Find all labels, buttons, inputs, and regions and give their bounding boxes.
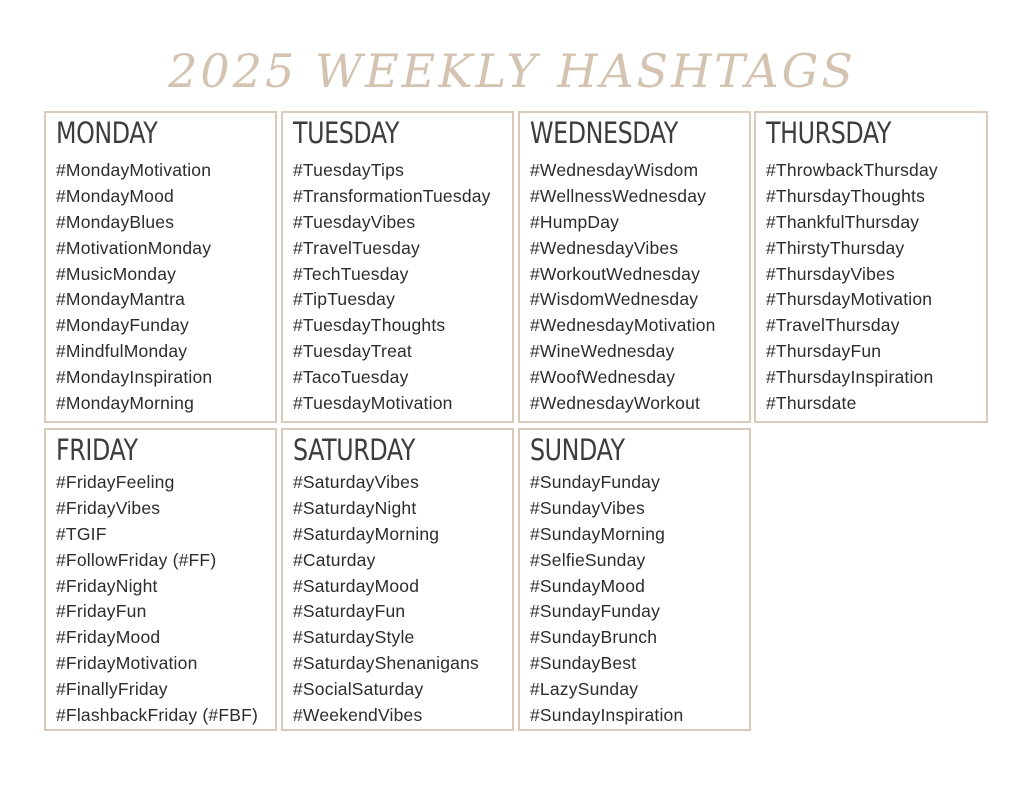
hashtag-item: #ThankfulThursday	[766, 211, 920, 232]
hashtag-item: #TuesdayTreat	[293, 341, 412, 362]
day-heading-sunday: SUNDAY	[530, 433, 625, 467]
hashtag-item: #TransformationTuesday	[293, 185, 491, 206]
hashtag-item: #SundayFunday	[530, 472, 661, 492]
hashtag-item: #WineWednesday	[530, 341, 675, 362]
hashtag-item: #FridayFeeling	[56, 472, 175, 492]
day-card-thursday	[754, 111, 988, 423]
hashtag-item: #TuesdayThoughts	[293, 315, 446, 336]
hashtag-item: #TGIF	[56, 523, 107, 544]
day-heading-tuesday: TUESDAY	[293, 116, 400, 150]
hashtag-item: #SelfieSunday	[530, 549, 646, 570]
hashtag-item: #WorkoutWednesday	[530, 263, 701, 284]
hashtag-item: #SaturdayMorning	[293, 523, 440, 544]
hashtag-list-saturday	[293, 470, 510, 729]
hashtag-item: #FollowFriday (#FF)	[56, 549, 217, 570]
hashtag-item: #TacoTuesday	[293, 367, 409, 388]
hashtag-item: #ThursdayThoughts	[766, 185, 926, 206]
hashtag-list-monday	[56, 158, 273, 417]
hashtag-item: #SaturdayShenanigans	[293, 653, 479, 674]
hashtag-item: #WeekendVibes	[293, 705, 423, 726]
hashtag-item: #MondayInspiration	[56, 367, 213, 388]
hashtag-item: #SundayMorning	[530, 523, 666, 544]
hashtag-item: #MindfulMonday	[56, 341, 188, 362]
hashtag-item: #LazySunday	[530, 679, 639, 700]
hashtag-item: #WoofWednesday	[530, 367, 676, 388]
hashtag-item: #ThursdayMotivation	[766, 289, 933, 310]
hashtag-item: #WisdomWednesday	[530, 289, 699, 310]
hashtag-item: #ThursdayInspiration	[766, 367, 934, 388]
hashtag-item: #MotivationMonday	[56, 237, 212, 258]
hashtag-item: #FridayFun	[56, 601, 147, 622]
hashtag-item: #SaturdayNight	[293, 497, 417, 518]
hashtag-item: #FridayMood	[56, 627, 161, 648]
hashtag-item: #MondayFunday	[56, 315, 189, 336]
hashtag-item: #ThursdayVibes	[766, 263, 895, 284]
day-heading-saturday: SATURDAY	[293, 433, 415, 467]
hashtag-item: #TuesdayMotivation	[293, 393, 453, 414]
hashtag-item: #FridayMotivation	[56, 653, 198, 674]
hashtag-list-friday	[56, 470, 273, 729]
hashtag-item: #SundayVibes	[530, 497, 645, 518]
day-heading-monday: MONDAY	[56, 116, 158, 150]
hashtag-item: #ThrowbackThursday	[766, 160, 938, 180]
hashtag-list-thursday	[766, 158, 984, 417]
hashtag-item: #WednesdayVibes	[530, 237, 679, 258]
day-card-saturday	[281, 428, 514, 731]
hashtag-item: #SundayFunday	[530, 601, 661, 622]
hashtag-list-tuesday	[293, 158, 510, 417]
day-card-tuesday	[281, 111, 514, 423]
hashtag-item: #SaturdayMood	[293, 575, 420, 596]
hashtag-item: #ThursdayFun	[766, 341, 882, 362]
day-card-sunday	[518, 428, 751, 731]
hashtag-item: #SundayBrunch	[530, 627, 658, 648]
hashtag-list-sunday	[530, 470, 747, 729]
hashtag-item: #SaturdayFun	[293, 601, 406, 622]
hashtag-item: #MondayMotivation	[56, 160, 212, 180]
hashtag-item: #SundayMood	[530, 575, 646, 596]
hashtag-item: #WednesdayWorkout	[530, 393, 701, 414]
hashtag-item: #WellnessWednesday	[530, 185, 707, 206]
hashtag-item: #MondayMantra	[56, 289, 186, 310]
hashtag-item: #TuesdayTips	[293, 160, 405, 180]
hashtag-item: #TravelTuesday	[293, 237, 420, 258]
hashtag-item: #MondayMorning	[56, 393, 195, 414]
hashtag-item: #SaturdayVibes	[293, 472, 420, 492]
hashtag-item: #TuesdayVibes	[293, 211, 416, 232]
day-heading-wednesday: WEDNESDAY	[530, 116, 678, 150]
hashtag-item: #WednesdayWisdom	[530, 160, 699, 180]
hashtag-item: #SundayBest	[530, 653, 637, 674]
hashtag-item: #TechTuesday	[293, 263, 409, 284]
day-card-friday	[44, 428, 277, 731]
hashtag-item: #Caturday	[293, 549, 376, 570]
hashtag-item: #TipTuesday	[293, 289, 396, 310]
hashtag-item: #FlashbackFriday (#FBF)	[56, 705, 259, 726]
hashtag-list-wednesday	[530, 158, 747, 417]
page-title: 2025 WEEKLY HASHTAGS	[168, 44, 856, 98]
day-heading-friday: FRIDAY	[56, 433, 138, 467]
hashtag-item: #SocialSaturday	[293, 679, 424, 700]
hashtag-item: #MondayMood	[56, 185, 174, 206]
hashtag-item: #SundayInspiration	[530, 705, 684, 726]
day-heading-thursday: THURSDAY	[766, 116, 891, 150]
hashtag-item: #FridayNight	[56, 575, 158, 596]
hashtag-item: #MusicMonday	[56, 263, 177, 284]
hashtag-item: #WednesdayMotivation	[530, 315, 716, 336]
hashtag-item: #MondayBlues	[56, 211, 175, 232]
hashtag-item: #FinallyFriday	[56, 679, 168, 700]
hashtag-item: #ThirstyThursday	[766, 237, 905, 258]
hashtag-item: #Thursdate	[766, 393, 857, 414]
hashtag-item: #TravelThursday	[766, 315, 900, 336]
hashtag-item: #HumpDay	[530, 211, 620, 232]
hashtag-item: #SaturdayStyle	[293, 627, 415, 648]
day-card-monday	[44, 111, 277, 423]
day-card-wednesday	[518, 111, 751, 423]
hashtag-item: #FridayVibes	[56, 497, 161, 518]
